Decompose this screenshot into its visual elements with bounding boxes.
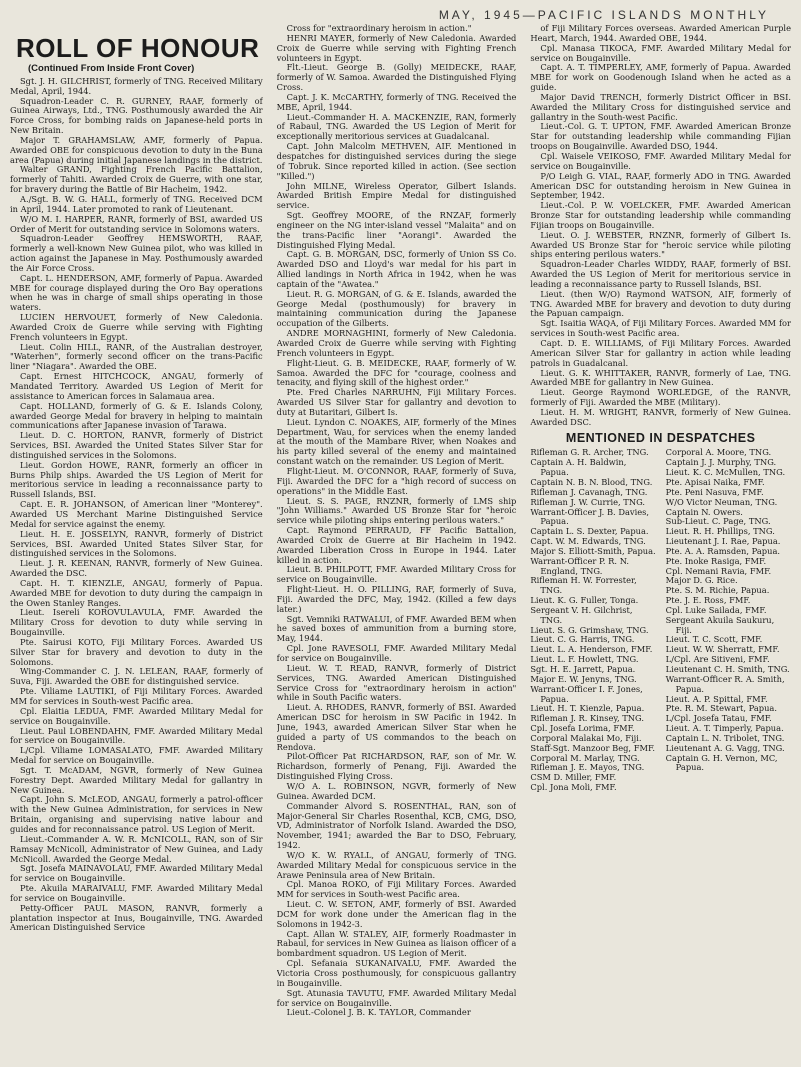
honour-entry: Lieut. Isereli KOROVULAVULA, FMF. Awarded the Military Cross for devotion to duty while serving in Bougainville. — [10, 607, 263, 638]
honour-entry: Sgt. Geoffrey MOORE, of the RNZAF, formerly engineer on the NG inter-island vessel "Malaita" and on the trans-Pacific liner "Aorangi". Awarded the Distinguished Flying Medal. — [276, 210, 517, 250]
honour-entry: Wing-Commander C. J. N. LELEAN, RAAF, formerly of Suva, Fiji. Awarded the OBE for distinguished service. — [10, 666, 263, 687]
honour-entry: Lieut. (then W/O) Raymond WATSON, AIF, formerly of TNG. Awarded MBE for bravery and devotion to duty during the Papuan campaign. — [530, 288, 791, 319]
honour-entry: Lieut. George Raymond WORLEDGE, of the RANVR, formerly of Fiji. Awarded the MBE (Military). — [530, 387, 791, 408]
despatch-entry: Corporal A. Moore, TNG. — [665, 447, 772, 458]
honour-entry: A./Sgt. B. W. G. HALL, formerly of TNG. Received DCM in April, 1944. Later promoted to rank of Lieutenant. — [10, 193, 263, 214]
despatch-entry: Pte. S. M. Richie, Papua. — [665, 585, 770, 596]
despatch-entry: Captain L. S. Dexter, Papua. — [530, 526, 649, 537]
honour-entry: Capt. John Malcolm METHVEN, AIF. Mentioned in despatches for distinguished services during the siege of Tobruk. Since reported killed in action. (See section "Killed.") — [276, 141, 517, 181]
despatch-entry: Lieut. C. G. Harris, TNG. — [530, 634, 635, 645]
honour-entry: Lieut. J. R. KEENAN, RANVR, formerly of New Guinea. Awarded the DSC. — [10, 558, 263, 579]
honour-entry: of Fiji Military Forces overseas. Awarded American Purple Heart, March, 1944. Awarded OBE, 1944. — [530, 24, 791, 43]
honour-entry: Major David TRENCH, formerly District Officer in BSI. Awarded the Military Cross for distinguished service and gallantry in the South-west Pacific. — [530, 91, 791, 122]
honour-entry: Sgt. Josefa MAINAVOLAU, FMF. Awarded Military Medal for service on Bougainville. — [10, 863, 263, 884]
despatch-entry: Lieut. W. W. Sherratt, FMF. — [665, 644, 780, 655]
despatch-entry: L/Cpl. Are Sitiveni, FMF. — [665, 654, 770, 665]
despatches-left-column — [530, 448, 655, 793]
despatch-entry: Lieutenant A. G. Vagg, TNG. — [665, 742, 785, 753]
honour-entry: Capt. Ernest HITCHCOCK, ANGAU, formerly of Mandated Territory. Awarded US Legion of Merit for assistance to American forces in Salamaua area. — [10, 371, 263, 401]
despatch-entry: Warrant-Officer R. A. Smith, Papua. — [665, 673, 785, 694]
column-3 — [530, 24, 791, 1059]
despatch-entry: Capt. W. M. Edwards, TNG. — [530, 536, 646, 547]
despatch-entry: Pte. A. A. Ramsden, Papua. — [665, 545, 781, 556]
despatch-entry: Corporal M. Marlay, TNG. — [530, 752, 640, 763]
honour-entry: Capt. A. T. TIMPERLEY, AMF, formerly of Papua. Awarded MBE for work on Goodenough Island when he acted as a guide. — [530, 62, 791, 93]
honour-entry: Sgt. Vemniki RATWALUI, of FMF. Awarded BEM when he saved boxes of ammunition from a burning store, May, 1944. — [276, 613, 517, 644]
article-title: ROLL OF HONOUR — [16, 33, 260, 63]
honour-entry: Walter GRAND, Fighting French Pacific Battalion, formerly of Tahiti. Awarded Croix de Guerre, with one star, for bravery during the Battle of Bir Hacheim, 1942. — [10, 164, 263, 195]
honour-entry: Cpl. Waisele VEIKOSO, FMF. Awarded Military Medal for service on Bougainville. — [530, 150, 791, 171]
honour-entry: Squadron-Leader C. R. GURNEY, RAAF, formerly of Guinea Airways, Ltd., TNG. Posthumously awarded the Air Force Cross, for bombing raids on Japanese-held ports in New Britain. — [10, 95, 263, 136]
despatch-entry: Captain A. H. Baldwin, Papua. — [530, 457, 627, 478]
honour-entry: Pilot-Officer Pat RICHARDSON, RAF, son of Mr. W. Richardson, formerly of Penang, Fiji. Awarded the Distinguished Flying Cross. — [276, 751, 517, 782]
honour-entry: W/O A. L. ROBINSON, NGVR, formerly of New Guinea. Awarded DCM. — [276, 780, 517, 801]
honour-entry: Lieut.-Commander A. W. R. McNICOLL, RAN, son of Sir Ramsay McNicoll, Administrator of New Guinea, and Lady McNicoll. Awarded the George Medal. — [10, 833, 263, 864]
despatch-entry: Lieut. L. A. Henderson, FMF. — [530, 644, 653, 655]
honour-entry: Lieut. Gordon HOWE, RANR, formerly an officer in Burns Philp ships. Awarded the US Legion of Merit for meritorious service in leading a reconnaissance party to Russell Islands, BSI. — [10, 459, 263, 500]
honour-entry: Capt. D. E. WILLIAMS, of Fiji Military Forces. Awarded American Silver Star for gallantry in action while leading patrols in Guadalcanal. — [530, 338, 791, 368]
honour-entry: Capt. HOLLAND, formerly of G. & E. Islands Colony, awarded George Medal for bravery in helping to maintain communications after Japanese invasion of Tarawa. — [10, 400, 263, 431]
honour-entry: Flt.-Lieut. George B. (Golly) MEIDECKE, RAAF, formerly of W. Samoa. Awarded the Distinguished Flying Cross. — [276, 62, 517, 93]
despatch-entry: Lieut. K. C. McMullen, TNG. — [665, 467, 786, 478]
despatch-entry: Major D. G. Rice. — [665, 575, 738, 586]
despatch-entry: Rifleman J. E. Mayos, TNG. — [530, 762, 645, 773]
honour-entry: W/O M. I. HARPER, RANR, formerly of BSI, awarded US Order of Merit for outstanding service in Solomons waters. — [10, 213, 263, 234]
despatch-entry: CSM D. Miller, FMF. — [530, 772, 617, 783]
honour-entry: Pte. Sairusi KOTO, Fiji Military Forces. Awarded US Silver Star for bravery and devotion to duty in the Solomons. — [10, 636, 263, 667]
honour-entry: Cpl. Sefanaia SUKANAIVALU, FMF. Awarded the Victoria Cross posthumously, for conspicuous gallantry in Bougainville. — [276, 958, 517, 988]
despatch-entry: Cpl. Jona Moli, FMF. — [530, 782, 617, 793]
honour-entry: Lieut. W. T. READ, RANVR, formerly of District Services, TNG. Awarded American Distinguished Service Cross for "extraordinary heroism in action" while in South Pacific waters. — [276, 662, 517, 703]
honour-entry: Lieut. Lyndon C. NOAKES, AIF, formerly of the Mines Department, Wau, for services when the enemy landed at the mouth of the Mambare River, when Noakes and his party killed several of the enemy and maintained constant watch on the remainder. US Legion of Merit. — [276, 416, 517, 467]
honour-entry: Lieut.-Commander H. A. MACKENZIE, RAN, formerly of Rabaul, TNG. Awarded the US Legion of Merit for exceptionally meritorious services at Guadalcanal. — [276, 111, 517, 142]
despatch-entry: Lieutenant J. I. Rae, Papua. — [665, 536, 781, 547]
honour-entry: Lieut.-Col. P. W. VOELCKER, FMF. Awarded American Bronze Star for outstanding leadership while commanding Fijian troops on Bougainville. — [530, 200, 791, 230]
honour-entry: Pte. Viliame LAUTIKI, of Fiji Military Forces. Awarded MM for services in South-west Pacific area. — [10, 686, 263, 706]
honour-entry: Lieut. C. W. SETON, AMF, formerly of BSI. Awarded DCM for work done under the American flag in the Solomons in 1942-3. — [276, 899, 517, 929]
despatch-entry: Sub-Lieut. C. Page, TNG. — [665, 516, 771, 527]
honour-entry: Lieut. A. RHODES, RANVR, formerly of BSI. Awarded American DSC for heroism in SW Pacific in 1942. In June, 1943, awarded American Silver Star when he guided a party of US commandos to the beach on Rendova. — [276, 702, 517, 752]
despatch-entry: Sergeant V. H. Gilchrist, TNG. — [530, 604, 633, 625]
despatch-entry: Pte. Inoke Rasiga, FMF. — [665, 555, 767, 566]
honour-entry: Cpl. Jone RAVESOLI, FMF. Awarded Military Medal for service on Bougainville. — [276, 643, 517, 663]
despatch-entry: Sergeant Akuila Saukuru, Fiji. — [665, 614, 775, 635]
despatch-entry: Rifleman J. R. Kinsey, TNG. — [530, 713, 644, 724]
column-1 — [10, 24, 263, 1059]
honour-entry: L/Cpl. Viliame LOMASALATO, FMF. Awarded Military Medal for service on Bougainville. — [10, 745, 263, 766]
despatches-heading: MENTIONED IN DESPATCHES — [565, 430, 756, 445]
despatch-entry: Rifleman G. R. Archer, TNG. — [530, 447, 649, 458]
honour-entry: Sgt. J. H. GILCHRIST, formerly of TNG. Received Military Medal, April, 1944. — [10, 75, 263, 96]
honour-entry: Lieut. B. PHILPOTT, FMF. Awarded Military Cross for service on Bougainville. — [276, 564, 517, 585]
running-head: MAY, 1945—PACIFIC ISLANDS MONTHLY — [438, 8, 769, 22]
despatch-entry: Lieut. K. G. Fuller, Tonga. — [530, 595, 639, 606]
honour-entry: Major T. GRAHAMSLAW, AMF, formerly of Papua. Awarded OBE for conspicuous devotion to duty in the Buna area (Papua) during initial Japanese landings in the district. — [10, 134, 263, 165]
honour-entry: Lieut. Paul LOBENDAHN, FMF. Awarded Military Medal for service on Bougainville. — [10, 725, 263, 746]
honour-entry: Flight-Lieut. H. O. PILLING, RAF, formerly of Suva, Fiji. Awarded the DFC, May, 1942. (Killed a few days later.) — [276, 584, 517, 614]
column-3-entries — [530, 24, 791, 428]
despatch-entry: Lieut. A. T. Timperly, Papua. — [665, 723, 784, 734]
honour-entry: Lieut. S. S. PAGE, RNZNR, formerly of LMS ship "John Williams." Awarded US Bronze Star for "heroic service while piloting ships entering perilous waters." — [276, 495, 517, 526]
despatch-entry: Captain L. N. Tribolet, TNG. — [665, 732, 785, 743]
honour-entry: Lieut. Colin HILL, RANR, of the Australian destroyer, "Waterhen", formerly second officer on the trans-Pacific liner "Niagara". Awarded the OBE. — [10, 341, 263, 372]
honour-entry: Capt. John S. McLEOD, ANGAU, formerly a patrol-officer with the New Guinea Administration, for services in New Britain, organising and supervising native labour and guides and for reconnaissance patrol. US Legion of Merit. — [10, 794, 263, 834]
honour-entry: Pte. Fred Charles NARRUHN, Fiji Military Forces. Awarded US Silver Star for gallantry and devotion to duty at Butaritari, Gilbert Is. — [276, 387, 517, 417]
despatch-entry: Major E. W. Jenyns, TNG. — [530, 673, 637, 684]
honour-entry: Cpl. Elaitia LEDUA, FMF. Awarded Military Medal for service on Bougainville. — [10, 705, 263, 726]
article-subtitle: (Continued From Inside Front Cover) — [28, 63, 195, 74]
despatch-entry: Cpl. Luke Sailada, FMF. — [665, 604, 767, 615]
despatch-entry: Cpl. Nemani Ravia, FMF. — [665, 565, 772, 576]
honour-entry: Lieut. R. G. MORGAN, of G. & E. Islands, awarded the George Medal (posthumously) for bravery in maintaining communication during the Japanese occupation of the Gilberts. — [276, 288, 517, 329]
honour-entry: Flight-Lieut. M. O'CONNOR, RAAF, formerly of Suva, Fiji. Awarded the DFC for a "high record of success on operations" in the Middle East. — [276, 465, 517, 496]
honour-entry: Capt. G. B. MORGAN, DSC, formerly of Union SS Co. Awarded DSO and Lloyd's war medal for his part in Allied landings in North Africa in 1942, when he was captain of the "Awatea." — [276, 249, 517, 289]
despatch-entry: Pte. Apisai Naika, FMF. — [665, 476, 765, 487]
despatch-entry: Lieutenant C. H. Smith, TNG. — [665, 664, 790, 674]
honour-entry: HENRI MAYER, formerly of New Caledonia. Awarded Croix de Guerre while serving with Fighting French volunteers in Egypt. — [276, 32, 517, 63]
despatch-entry: Cpl. Josefa Lorima, FMF. — [530, 723, 635, 734]
despatch-entry: Rifleman J. Cavanagh, TNG. — [530, 486, 648, 497]
honour-entry: Squadron-Leader Geoffrey HEMSWORTH, RAAF, formerly a well-known New Guinea pilot, who was killed in action against the Japanese in May. Posthumously awarded the Air Force Cross. — [10, 233, 263, 273]
despatch-entry: Lieut. H. T. Kienzle, Papua. — [530, 703, 645, 714]
honour-entry: Cpl. Manoa ROKO, of Fiji Military Forces. Awarded MM for services in South-west Pacific area. — [276, 879, 517, 900]
honour-entry: Lieut. D. C. HORTON, RANVR, formerly of District Services, BSI. Awarded the United States Silver Star for distinguished services in the Solomons. — [10, 430, 263, 460]
despatches-right-column — [666, 448, 791, 793]
despatch-entry: Captain G. H. Vernon, MC, Papua. — [665, 752, 778, 773]
honour-entry: Petty-Officer PAUL MASON, RANVR, formerly a plantation inspector at Inus, Bougainville, TNG. Awarded American Distinguished Service — [10, 902, 263, 933]
honour-entry: Cross for "extraordinary heroism in action." — [286, 24, 472, 33]
honour-entry: Lieut.-Colonel J. B. K. TAYLOR, Commander — [286, 1007, 471, 1018]
despatch-entry: Lieut. S. G. Grimshaw, TNG. — [530, 624, 649, 635]
honour-entry: Capt. E. R. JOHANSON, of American liner "Monterey". Awarded US Merchant Marine Distinguished Service Medal for service against the enemy. — [10, 499, 263, 529]
honour-entry: Sgt. Atunasia TAVUTU, FMF. Awarded Military Medal for service on Bougainville. — [276, 987, 517, 1008]
despatch-entry: Corporal Malakai Mo, Fiji. — [530, 732, 642, 743]
honour-entry: Capt. H. T. KIENZLE, ANGAU, formerly of Papua. Awarded MBE for devotion to duty during the campaign in the Owen Stanley Ranges. — [10, 577, 263, 608]
honour-entry: Capt. J. K. McCARTHY, formerly of TNG. Received the MBE, April, 1944. — [276, 91, 517, 112]
honour-entry: Pte. Akuila MARAIVALU, FMF. Awarded Military Medal for service on Bougainville. — [10, 883, 263, 903]
column-2 — [277, 24, 517, 1059]
despatch-entry: Staff-Sgt. Manzoor Beg, FMF. — [530, 742, 656, 753]
honour-entry: Capt. Allan W. STALEY, AIF, formerly Roadmaster in Rabaul, for services in New Guinea as liaison officer of a bombardment squadron. US Legion of Merit. — [276, 928, 517, 959]
despatch-entry: Rifleman J. W. Currie, TNG. — [530, 496, 646, 507]
honour-entry: P/O Leigh G. VIAL, RAAF, formerly ADO in TNG. Awarded American DSC for outstanding heroism in New Guinea in September, 1942. — [530, 170, 791, 201]
honour-entry: Sgt. Isaitia WAQA, of Fiji Military Forces. Awarded MM for services in South-west Pacific area. — [530, 318, 791, 339]
despatch-entry: Captain J. J. Murphy, TNG. — [665, 457, 777, 468]
despatch-entry: Lieut. T. C. Scott, FMF. — [665, 634, 763, 645]
despatch-entry: Warrant-Officer I. F. Jones, Papua. — [530, 683, 643, 704]
despatch-entry: Pte. J. E. Ross, FMF. — [665, 595, 751, 606]
honour-entry: Sgt. T. McADAM, NGVR, formerly of New Guinea Forestry Dept. Awarded Military Medal for gallantry in New Guinea. — [10, 764, 263, 795]
honour-entry: Lieut. H. M. WRIGHT, RANVR, formerly of New Guinea. Awarded DSC. — [530, 406, 791, 427]
honour-entry: Lieut. H. E. JOSSELYN, RANVR, formerly of District Services, BSI. Awarded United States Silver Star, for distinguished services in the Solomons. — [10, 528, 263, 559]
honour-entry: Capt. L. HENDERSON, AMF, formerly of Papua. Awarded MBE for courage displayed during the Oro Bay operations when he was in charge of small ships operating in those waters. — [10, 272, 263, 313]
despatch-entry: Lieut. L. F. Howlett, TNG. — [530, 654, 639, 665]
despatch-entry: Warrant-Officer J. B. Davies, Papua. — [530, 506, 650, 527]
despatch-entry: Lieut. R. H. Phillips, TNG. — [665, 526, 775, 537]
honour-entry: Squadron-Leader Charles WIDDY, RAAF, formerly of BSI. Awarded the US Legion of Merit for meritorious service in leading a reconnaissance party to Russell Islands, BSI. — [530, 259, 791, 289]
despatch-entry: Warrant-Officer P. R. N. England, TNG. — [530, 555, 630, 576]
honour-entry: W/O K. W. RYALL, of ANGAU, formerly of TNG. Awarded Military Medal for conspicuous service in the Arawe Peninsula area of New Britain. — [276, 849, 517, 880]
despatch-entry: Sgt. H. E. Jarrett, Papua. — [530, 664, 636, 674]
despatch-entry: Lieut. A. P. Spittal, FMF. — [665, 693, 768, 704]
honour-entry: ANDRE MORNAGHINI, formerly of New Caledonia. Awarded Croix de Guerre while serving with Fighting French volunteers in Egypt. — [276, 328, 517, 358]
honour-entry: Flight-Lieut. G. B. MEIDECKE, RAAF, formerly of W. Samoa. Awarded the DFC for "courage, coolness and tenacity, and flying skill of the highest order." — [276, 357, 517, 388]
despatch-entry: Captain N. B. N. Blood, TNG. — [530, 476, 653, 487]
despatches-list — [530, 448, 791, 793]
despatch-entry: Pte. R. M. Stewart, Papua. — [665, 703, 778, 714]
despatch-entry: L/Cpl. Josefa Tatau, FMF. — [665, 713, 772, 724]
despatch-entry: Rifleman H. W. Forrester, TNG. — [530, 575, 637, 596]
text-columns — [10, 24, 791, 1059]
despatch-entry: Pte. Peni Nasuva, FMF. — [665, 486, 764, 497]
honour-entry: John MILNE, Wireless Operator, Gilbert Islands. Awarded British Empire Medal for distinguished service. — [276, 180, 517, 211]
despatch-entry: W/O Victor Neuman, TNG. — [665, 496, 778, 507]
honour-entry: Lieut. G. K. WHITTAKER, RANVR, formerly of Lae, TNG. Awarded MBE for gallantry in New Guinea. — [530, 367, 791, 388]
honour-entry: Lieut. O. J. WEBSTER, RNZNR, formerly of Gilbert Is. Awarded US Bronze Star for "heroic service while piloting ships entering perilous waters." — [530, 229, 791, 260]
honour-entry: LUCIEN HERVOUET, formerly of New Caledonia. Awarded Croix de Guerre while serving with Fighting French volunteers in Egypt. — [10, 312, 263, 342]
honour-entry: Lieut.-Col. G. T. UPTON, FMF. Awarded American Bronze Star for outstanding leadership while commanding Fijian troops on Bougainville. Awarded DSO, 1944. — [530, 121, 791, 152]
despatch-entry: Major S. Elliott-Smith, Papua. — [530, 545, 656, 556]
despatch-entry: Captain N. Owers. — [665, 506, 743, 517]
honour-entry: Commander Alvord S. ROSENTHAL, RAN, son of Major-General Sir Charles Rosenthal, KCB, CMG, DSO, VD, Administrator of Norfolk Island. Awarded the DSO, November, 1941; awarded the Bar to DSO, February, 1942. — [276, 800, 517, 851]
honour-entry: Cpl. Manasa TIKOCA, FMF. Awarded Military Medal for service on Bougainville. — [530, 42, 791, 63]
honour-entry: Capt. Raymond PERRAUD, FF Pacific Battalion, Awarded Croix de Guerre at Bir Hacheim in 1942. Awarded Liberation Cross in Europe in 1944. Later killed in action. — [276, 525, 517, 565]
